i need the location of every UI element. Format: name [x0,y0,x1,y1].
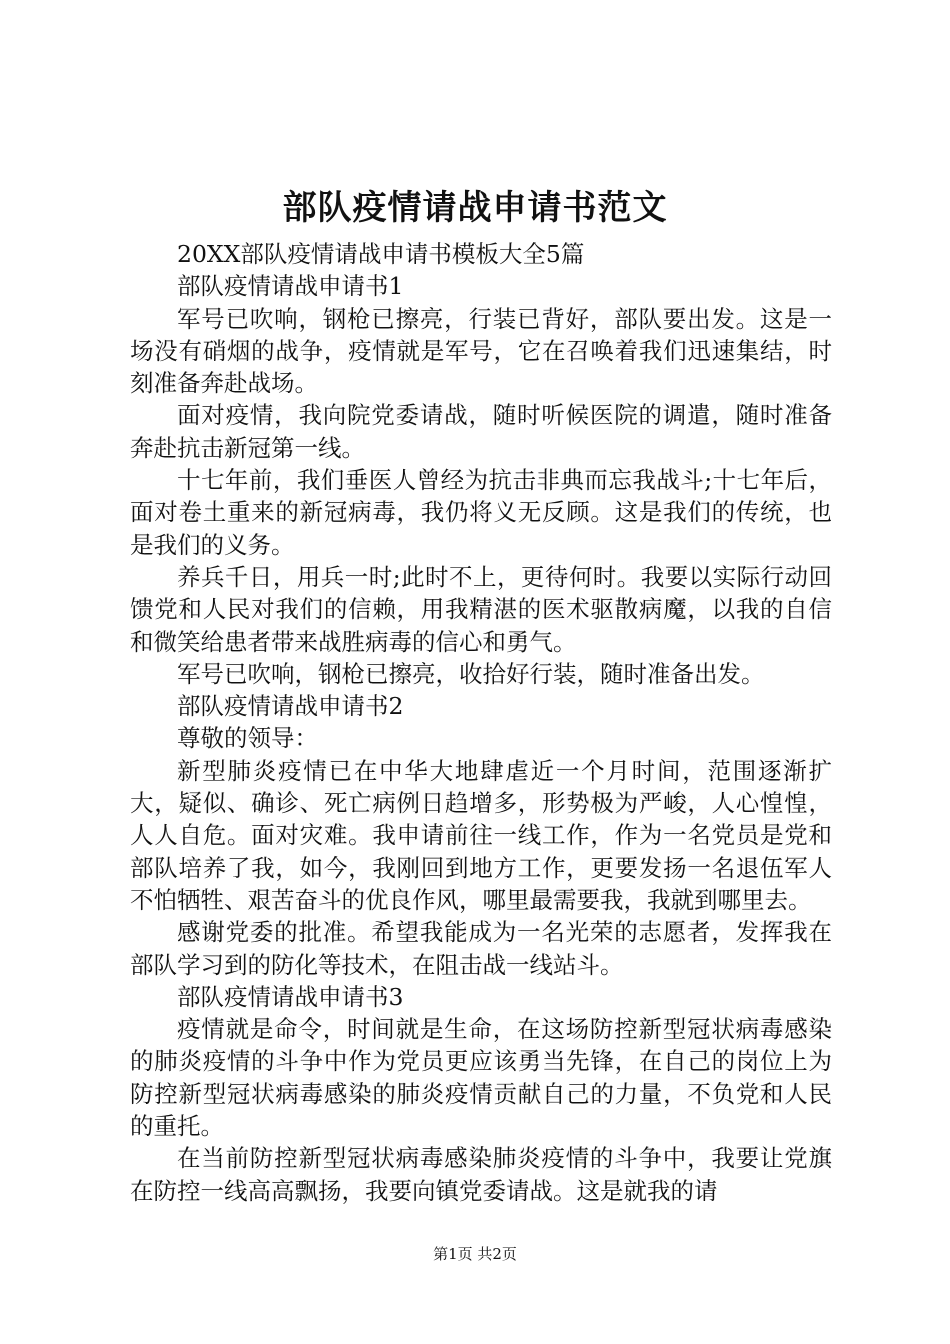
paragraph: 疫情就是命令，时间就是生命，在这场防控新型冠状病毒感染的肺炎疫情的斗争中作为党员更应该勇当先锋，在自己的岗位上为防控新型冠状病毒感染的肺炎疫情贡献自己的力量，不负党和人民的重托。 [130,1015,832,1141]
paragraph: 新型肺炎疫情已在中华大地肆虐近一个月时间，范围逐渐扩大，疑似、确诊、死亡病例日趋增多，形势极为严峻，人心惶惶，人人自危。面对灾难。我申请前往一线工作，作为一名党员是党和部队培养了我，如今，我刚回到地方工作，更要发扬一名退伍军人不怕牺牲、艰苦奋斗的优良作风，哪里最需要我，我就到哪里去。 [130,756,832,914]
paragraph: 在当前防控新型冠状病毒感染肺炎疫情的斗争中，我要让党旗在防控一线高高飘扬，我要向镇党委请战。这是就我的请 [130,1144,832,1205]
page-footer: 第1页 共2页 [433,1245,517,1263]
paragraph: 十七年前，我们垂医人曾经为抗击非典而忘我战斗;十七年后，面对卷土重来的新冠病毒，我仍将义无反顾。这是我们的传统，也是我们的义务。 [130,466,832,559]
paragraph: 感谢党委的批准。希望我能成为一名光荣的志愿者，发挥我在部队学习到的防化等技术，在阻击战一线站斗。 [130,918,832,979]
paragraph: 部队疫情请战申请书2 [177,692,404,721]
paragraph: 尊敬的领导： [177,724,318,753]
paragraph: 面对疫情，我向院党委请战，随时听候医院的调遣，随时准备奔赴抗击新冠第一线。 [130,401,832,462]
paragraph: 军号已吹响，钢枪已擦亮，行装已背好，部队要出发。这是一场没有硝烟的战争，疫情就是军号，它在召唤着我们迅速集结，时刻准备奔赴战场。 [130,304,832,398]
paragraph: 军号已吹响，钢枪已擦亮，收拾好行装，随时准备出发。 [177,659,765,688]
paragraph: 养兵千日，用兵一时;此时不上，更待何时。我要以实际行动回馈党和人民对我们的信赖，用我精湛的医术驱散病魔，以我的自信和微笑给患者带来战胜病毒的信心和勇气。 [130,562,832,656]
paragraph: 20XX部队疫情请战申请书模板大全5篇 [177,240,585,268]
paragraph: 部队疫情请战申请书1 [177,272,404,301]
document-body [130,238,832,1207]
document-title: 部队疫情请战申请书范文 [282,188,668,228]
paragraph: 部队疫情请战申请书3 [177,982,404,1011]
